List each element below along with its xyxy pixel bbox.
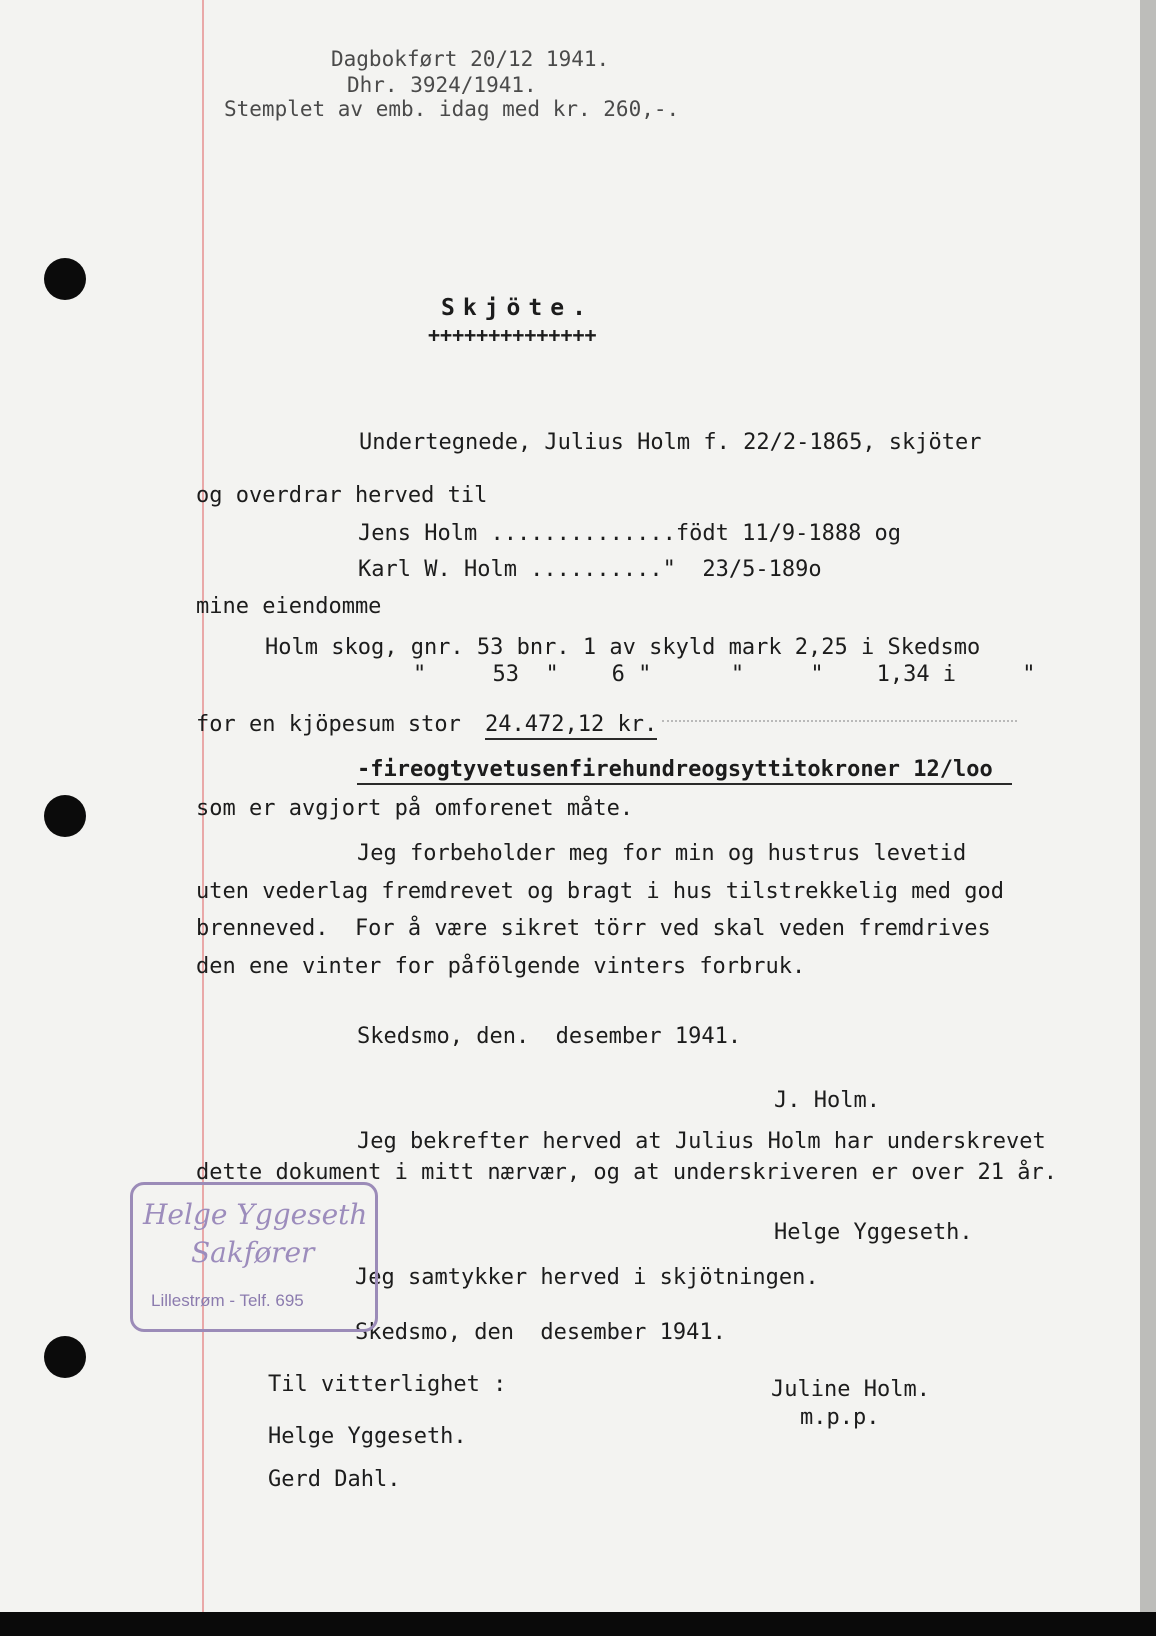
buyer-line-1: Jens Holm ..............födt 11/9-1888 og <box>358 521 902 546</box>
confirmation-line-2: dette dokument i mitt nærvær, og at underskriveren er over 21 år. <box>196 1160 1057 1185</box>
settled-line: som er avgjort på omforenet måte. <box>196 796 634 821</box>
price-value: 24.472,12 kr. <box>485 712 658 737</box>
price-prefix: for en kjöpesum stor <box>196 712 475 737</box>
witness-label: Til vitterlighet : <box>268 1372 507 1397</box>
punch-hole-middle <box>44 795 86 837</box>
punch-hole-bottom <box>44 1336 86 1378</box>
stamp-address: Lillestrøm - Telf. 695 <box>151 1291 304 1310</box>
price-value-underline <box>485 738 657 740</box>
price-filler-line <box>662 720 1017 722</box>
registration-line-2: Dhr. 3924/1941. <box>347 73 537 97</box>
signature-note: m.p.p. <box>800 1405 880 1430</box>
registration-line-3: Stemplet av emb. idag med kr. 260,-. <box>224 97 680 121</box>
witness-1: Helge Yggeseth. <box>268 1424 467 1449</box>
signature-helge-yggeseth: Helge Yggeseth. <box>774 1220 973 1245</box>
reservation-line-4: den ene vinter for påfölgende vinters forbruk. <box>196 954 806 979</box>
scan-bottom-edge <box>0 1612 1156 1636</box>
signature-juline-holm: Juline Holm. <box>771 1377 930 1402</box>
date-line-2: Skedsmo, den desember 1941. <box>355 1320 726 1345</box>
signature-j-holm: J. Holm. <box>774 1088 880 1113</box>
confirmation-line-1: Jeg bekrefter herved at Julius Holm har underskrevet <box>357 1129 1046 1154</box>
stamp-title: Sakfører <box>191 1236 315 1269</box>
properties-label: mine eiendomme <box>196 594 382 619</box>
property-line-2: " 53 " 6 " " " 1,34 i " <box>413 662 1036 687</box>
property-line-1: Holm skog, gnr. 53 bnr. 1 av skyld mark 2,25 i Skedsmo <box>265 635 981 660</box>
consent-line: Jeg samtykker herved i skjötningen. <box>355 1265 819 1290</box>
witness-2: Gerd Dahl. <box>268 1467 401 1492</box>
lawyer-stamp <box>130 1182 378 1332</box>
title-plus-underline: ++++++++++++++ <box>428 323 597 347</box>
registration-line-1: Dagbokført 20/12 1941. <box>331 47 610 71</box>
price-in-words: -fireogtyvetusenfirehundreogsyttitokroner 12/loo <box>357 757 993 782</box>
punch-hole-top <box>44 258 86 300</box>
price-in-words-underline <box>357 783 1012 785</box>
document-title: Skjöte. <box>441 295 594 321</box>
reservation-line-3: brenneved. For å være sikret törr ved skal veden fremdrives <box>196 916 991 941</box>
intro-line-2: og overdrar herved til <box>196 483 488 508</box>
intro-line: Undertegnede, Julius Holm f. 22/2-1865, skjöter <box>359 430 982 455</box>
scan-right-edge <box>1140 0 1156 1612</box>
buyer-line-2: Karl W. Holm .........." 23/5-189o <box>358 557 822 582</box>
date-line-1: Skedsmo, den. desember 1941. <box>357 1024 742 1049</box>
reservation-line-2: uten vederlag fremdrevet og bragt i hus tilstrekkelig med god <box>196 879 1004 904</box>
reservation-line-1: Jeg forbeholder meg for min og hustrus levetid <box>357 841 967 866</box>
stamp-name: Helge Yggeseth <box>143 1198 368 1231</box>
